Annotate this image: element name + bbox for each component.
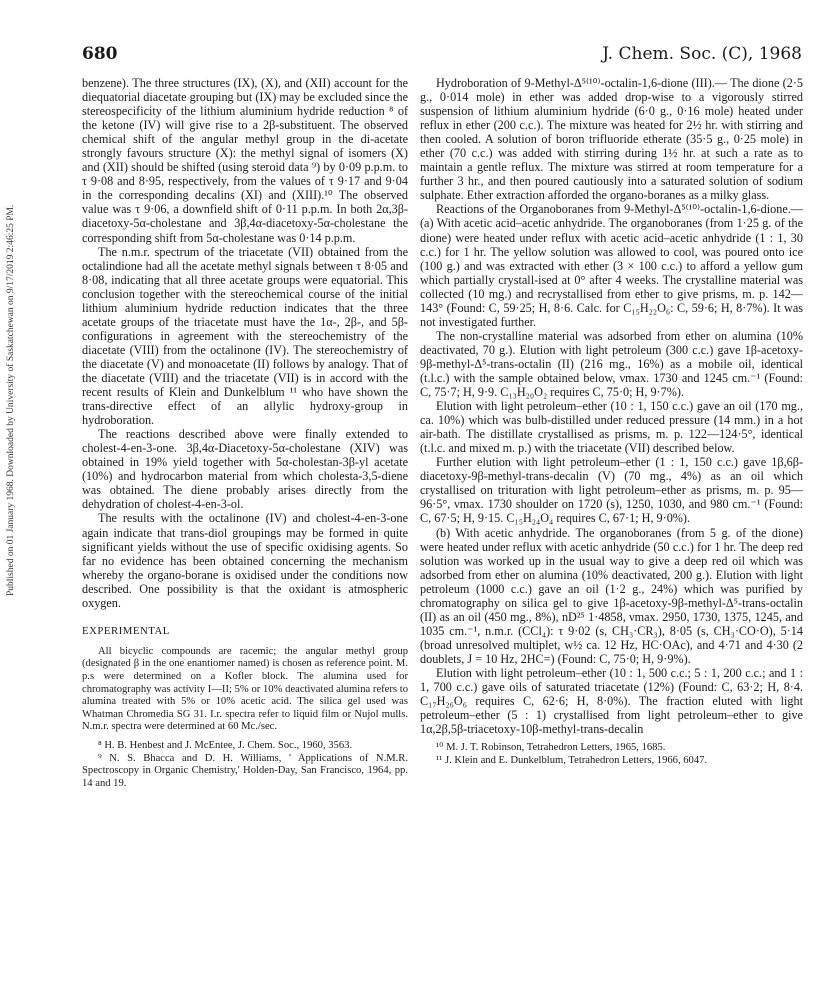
paragraph: Elution with light petroleum–ether (10 : 1, 150 c.c.) gave an oil (170 mg., ca. 10%) which was bulb-distilled under reduced pressure (14 mm.) in a hot air-bath. The distillate crystallised as prisms, m. p. 122—124·5°, identical (t.l.c. and mixed m. p.) with the triacetate (VII) described below. [420,399,803,456]
paragraph: The results with the octalinone (IV) and cholest-4-en-3-one again indicate that trans-diol groupings may be formed in quite significant yields without the use of specific oxidising agents. So far no evidence has been obtained concerning the mechanism whereby the organo-borane is oxidised under the conditions now described. One possibility is that the oxidant is atmospheric oxygen. [82,511,408,610]
footnote: ⁸ H. B. Henbest and J. McEntee, J. Chem. Soc., 1960, 3563. [98,739,353,751]
download-notice: Published on 01 January 1968. Downloaded by University of Saskatchewan on 9/17/2019 2:46:25 PM. [6,204,16,596]
paragraph: The reactions described above were finally extended to cholest-4-en-3-one. 3β,4α-Diacetoxy-5α-cholestane (XIV) was obtained in 19% yield together with 5α-cholestan-3β-yl acetate (10%) and hydrocarbon material from which cholesta-3,5-diene was obtained. The diene probably arises directly from the dehydration of cholest-4-en-3-ol. [82,427,408,512]
paragraph: benzene). The three structures (IX), (X), and (XII) account for the diequatorial diacetate grouping but (IX) may be excluded since the stereospecificity of the lithium aluminium hydride reduction ⁸ of the ketone (IV) will give rise to a 2β-substituent. The observed chemical shift of the angular methyl group in the di-acetate strongly favours structure (X): the methyl signal of isomers (X) and (XII) should be shifted (using steroid data ⁹) by 0·09 p.p.m. to τ 9·08 and 8·95, respectively, from the values of τ 9·17 and 9·04 in the corresponding decalins (XI) and (XIII).¹⁰ The observed value was τ 9·06, a downfield shift of 0·11 p.p.m. In both 2α,3β-diacetoxy-5α-cholestane and 3β,4α-diacetoxy-5α-cholestane the corresponding shift from 5α-cholestane was 0·14 p.p.m. [82,76,408,245]
left-column [82,76,408,790]
paragraph: Reactions of the Organoboranes from 9-Methyl-Δ⁵⁽¹⁰⁾-octalin-1,6-dione.—(a) With acetic acid–acetic anhydride. The organoboranes (from 1·25 g. of the dione) were heated under reflux with acetic acid–acetic anhydride (1 : 1, 30 c.c.) for 1 hr. The yellow solution was allowed to cool, was poured onto ice (100 g.) and was extracted with ether (3 × 100 c.c.) to afford a yellow gum which partially crystall-ised at 0° after 4 weeks. The crystalline material was collected (10 mg.) and recrystallised from ether to give prisms, m. p. 142—143° (Found: C, 59·25; H, 8·6. Calc. for C₁₅H₂₂O₆: C, 59·6; H, 8·7%). It was not investigated further. [420,202,803,329]
paragraph: Further elution with light petroleum–ether (1 : 1, 150 c.c.) gave 1β,6β-diacetoxy-9β-methyl-trans-decalin (V) (70 mg., 4%) as an oil which crystallised on trituration with light petroleum–ether as prisms, m. p. 95—96·5°, νmax. 1730 shoulder on 1720 (s), 1250, 1030, and 980 cm.⁻¹ (Found: C, 67·5; H, 9·15. C₁₅H₂₄O₄ requires C, 67·1; H, 9·0%). [420,455,803,526]
footnote: ⁹ N. S. Bhacca and D. H. Williams, ' Applications of N.M.R. Spectroscopy in Organic Chemistry,' Holden-Day, San Francisco, 1964, pp. 14 and 19. [82,752,408,789]
section-heading: EXPERIMENTAL [82,624,170,637]
journal-citation: J. Chem. Soc. (C), 1968 [602,44,802,64]
paragraph: Elution with light petroleum–ether (10 : 1, 500 c.c.; 5 : 1, 200 c.c.; and 1 : 1, 700 c.c.) gave oils of saturated triacetate (12%) (Found: C, 63·2; H, 8·4. C₁₇H₂₆O₆ requires C, 62·6; H, 8·0%). The fraction eluted with light petroleum–ether (5 : 1) crystallised from light petroleum–ether to give 1α,2β,5β-triacetoxy-10β-methyl-trans-decalin [420,665,803,737]
paragraph: All bicyclic compounds are racemic; the angular methyl group (designated β in the one enantiomer named) is chosen as reference point. M. p.s were determined on a Kofler block. The alumina used for chromatography was activity I—II; 5% or 10% deactivated alumina refers to alumina treated with 5% or 10% acetic acid. The silica gel used was Whatman Chromedia SG 31. I.r. spectra refer to liquid film or Nujol mulls. N.m.r. spectra were determined at 60 Mc./sec. [82,645,408,733]
paragraph: Hydroboration of 9-Methyl-Δ⁵⁽¹⁰⁾-octalin-1,6-dione (III).— The dione (2·5 g., 0·014 mole) in ether was added drop-wise to a vigorously stirred suspension of lithium aluminium hydride (6·0 g., 0·16 mole) heated under reflux in ether (200 c.c.). The mixture was heated for 2½ hr. with stirring and then cooled. A solution of boron trifluoride etherate (35·5 g., 0·25 mole) in ether (70 c.c.) was added with stirring during 1½ hr. at such a rate as to maintain a gentle reflux. The mixture was stirred at room temperature for a further 3 hr., and then poured cautiously into a saturated solution of sodium sulphate. Ether extraction afforded the organo-boranes as a milky glass. [420,76,803,203]
page-number: 680 [82,44,118,64]
footnote: ¹¹ J. Klein and E. Dunkelblum, Tetrahedron Letters, 1966, 6047. [436,754,708,766]
footnote: ¹⁰ M. J. T. Robinson, Tetrahedron Letters, 1965, 1685. [436,742,666,754]
paragraph: The non-crystalline material was adsorbed from ether on alumina (10% deactivated, 70 g.). Elution with light petroleum (300 c.c.) gave 1β-acetoxy-9β-methyl-Δ⁵-trans-octalin (II) (216 mg., 16%) as a mobile oil, identical (t.l.c.) with the sample obtained below, νmax. 1730 and 1245 cm.⁻¹ (Found: C, 75·7; H, 9·9. C₁₃H₂₀O₂ requires C, 75·0; H, 9·7%). [420,328,803,400]
page-header [82,44,802,68]
right-column [420,76,803,767]
paragraph: The n.m.r. spectrum of the triacetate (VII) obtained from the octalindione had all the acetate methyl signals between τ 8·05 and 8·08, indicating that all three acetate groups were equatorial. This conclusion together with the stereochemical course of the initial lithium aluminium hydride reduction indicates that the three acetate groups of the triacetate must have the 1α-, 2β-, and 5β-configurations in agreement with the stereochemistry of the diacetate (VIII) from the octalinone (IV). The stereochemistry of the diacetate (V) and monoacetate (II) follows by analogy. That of the diacetate (VIII) and the triacetate (VII) is in accord with the recent results of Klein and Dunkelblum ¹¹ who have shown the trans-directive effect of an allylic hydroxy-group in hydroboration. [82,244,408,428]
paragraph: (b) With acetic anhydride. The organoboranes (from 5 g. of the dione) were heated under reflux with acetic anhydride (50 c.c.) for 1 hr. The deep red solution was worked up in the usual way to give a deep red oil which was adsorbed from ether on alumina (10% deactivated, 200 g.). Elution with light petroleum (1000 c.c.) gave an oil (1·2 g., 24%) which was purified by chromatography on silica gel to give 1β-acetoxy-9β-methyl-Δ⁵-trans-octalin (II) as an oil (450 mg., 8%), nD²⁵ 1·4858, νmax. 2950, 1730, 1375, 1245, and 1035 cm.⁻¹, n.m.r. (CCl₄): τ 9·02 (s, CH₃·CR₃), 8·05 (s, CH₃·CO·O), 5·14 (broad unresolved multiplet, w½ ca. 12 Hz, HC·OAc), and 4·71 and 4·30 (2 doublets, J = 10 Hz, 2HC=) (Found: C, 75·0; H, 9·9%). [420,525,803,666]
